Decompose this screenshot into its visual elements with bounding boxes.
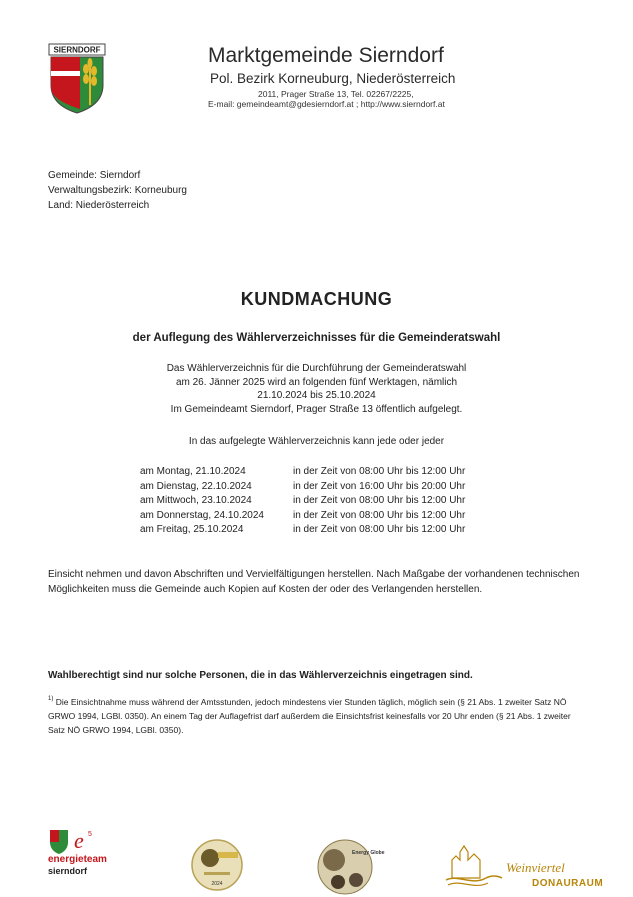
intro-text	[0, 362, 633, 416]
footnote-marker: 1)	[48, 696, 54, 702]
recipient-block	[48, 168, 187, 213]
schedule-row	[140, 523, 500, 538]
municipal-crest-logo	[48, 43, 106, 115]
intro-line: am 26. Jänner 2025 wird an folgenden fünf Werktagen, nämlich	[175, 376, 458, 388]
energieteam-logo	[48, 828, 118, 880]
schedule-day: am Dienstag, 22.10.2024	[140, 480, 252, 492]
schedule-list	[140, 465, 500, 538]
body-paragraph: Einsicht nehmen und davon Abschriften und Vervielfältigungen herstellen. Nach Maßgabe der vorhandenen technischen Möglichkeiten muss die Gemeinde auch Kopien auf Kosten der oder des Verlangenden herstellen.	[48, 569, 580, 595]
intro-line: Das Wählerverzeichnis für die Durchführung der Gemeinderatswahl	[166, 363, 467, 374]
header-contact: E-mail: gemeindeamt@gdesierndorf.at ; http://www.sierndorf.at	[208, 99, 445, 109]
schedule-time: in der Zeit von 08:00 Uhr bis 12:00 Uhr	[293, 524, 466, 535]
document-title: KUNDMACHUNG	[240, 289, 393, 309]
castle-vine-icon	[444, 838, 504, 888]
schedule-row	[140, 509, 500, 524]
footnote	[48, 695, 588, 737]
crest-label: SIERNDORF	[53, 45, 101, 55]
energy-globe-title: Energy Globe	[352, 850, 385, 856]
intro-line: Im Gemeindeamt Sierndorf, Prager Straße 13 öffentlich aufgelegt.	[170, 403, 463, 415]
energy-globe-award-icon	[316, 838, 385, 896]
header-title: Marktgemeinde Sierndorf	[208, 44, 444, 67]
footnote-text: Die Einsichtnahme muss während der Amtsstunden, jedoch mindestens vier Stunden täglich, möglich sein (§ 21 Abs. 1 zweiter Satz NÖ GRWO 1994, LGBl. 0350). An einem Tag der Auflagefrist darf außerdem die Einsichtsfrist keinesfalls vor 20 Uhr enden (§ 21 Abs. 1 zweiter Satz NÖ GRWO 1994, LGBl. 0350).	[48, 697, 571, 735]
seal-year: 2024	[211, 881, 223, 887]
schedule-row	[140, 494, 500, 509]
schedule-day: am Montag, 21.10.2024	[140, 466, 246, 477]
schedule-day: am Donnerstag, 24.10.2024	[140, 509, 264, 521]
donauraum-name: DONAURAUM	[532, 878, 604, 889]
recipient-state: Land: Niederösterreich	[48, 200, 150, 211]
invite-text: In das aufgelegte Wählerverzeichnis kann jede oder jeder	[188, 436, 445, 447]
header-subtitle: Pol. Bezirk Korneuburg, Niederösterreich	[210, 71, 456, 86]
energieteam-icon	[48, 828, 118, 854]
document-subtitle: der Auflegung des Wählerverzeichnisses für die Gemeinderatswahl	[132, 332, 501, 344]
schedule-row	[140, 465, 500, 480]
recipient-municipality: Gemeinde: Sierndorf	[48, 170, 141, 181]
eligibility-note: Wahlberechtigt sind nur solche Personen, die in das Wählerverzeichnis eingetragen sind.	[48, 670, 473, 681]
weinviertel-donauraum-logo	[444, 838, 624, 896]
recipient-district: Verwaltungsbezirk: Korneuburg	[48, 185, 187, 196]
svg-text:e: e	[74, 828, 84, 853]
schedule-time: in der Zeit von 08:00 Uhr bis 12:00 Uhr	[293, 466, 466, 477]
svg-text:5: 5	[88, 831, 92, 838]
energieteam-place: sierndorf	[48, 866, 88, 876]
intro-dates: 21.10.2024 bis 25.10.2024	[257, 390, 376, 401]
schedule-row	[140, 480, 500, 495]
award-seal-icon	[190, 838, 244, 892]
schedule-time: in der Zeit von 08:00 Uhr bis 12:00 Uhr	[293, 495, 466, 506]
weinviertel-name: Weinviertel	[506, 860, 565, 875]
energieteam-name: energieteam	[48, 854, 107, 865]
schedule-day: am Freitag, 25.10.2024	[140, 524, 244, 535]
schedule-time: in der Zeit von 16:00 Uhr bis 20:00 Uhr	[293, 480, 466, 492]
schedule-time: in der Zeit von 08:00 Uhr bis 12:00 Uhr	[293, 509, 466, 521]
schedule-day: am Mittwoch, 23.10.2024	[140, 495, 252, 506]
header-address: 2011, Prager Straße 13, Tel. 02267/2225,	[258, 89, 414, 99]
